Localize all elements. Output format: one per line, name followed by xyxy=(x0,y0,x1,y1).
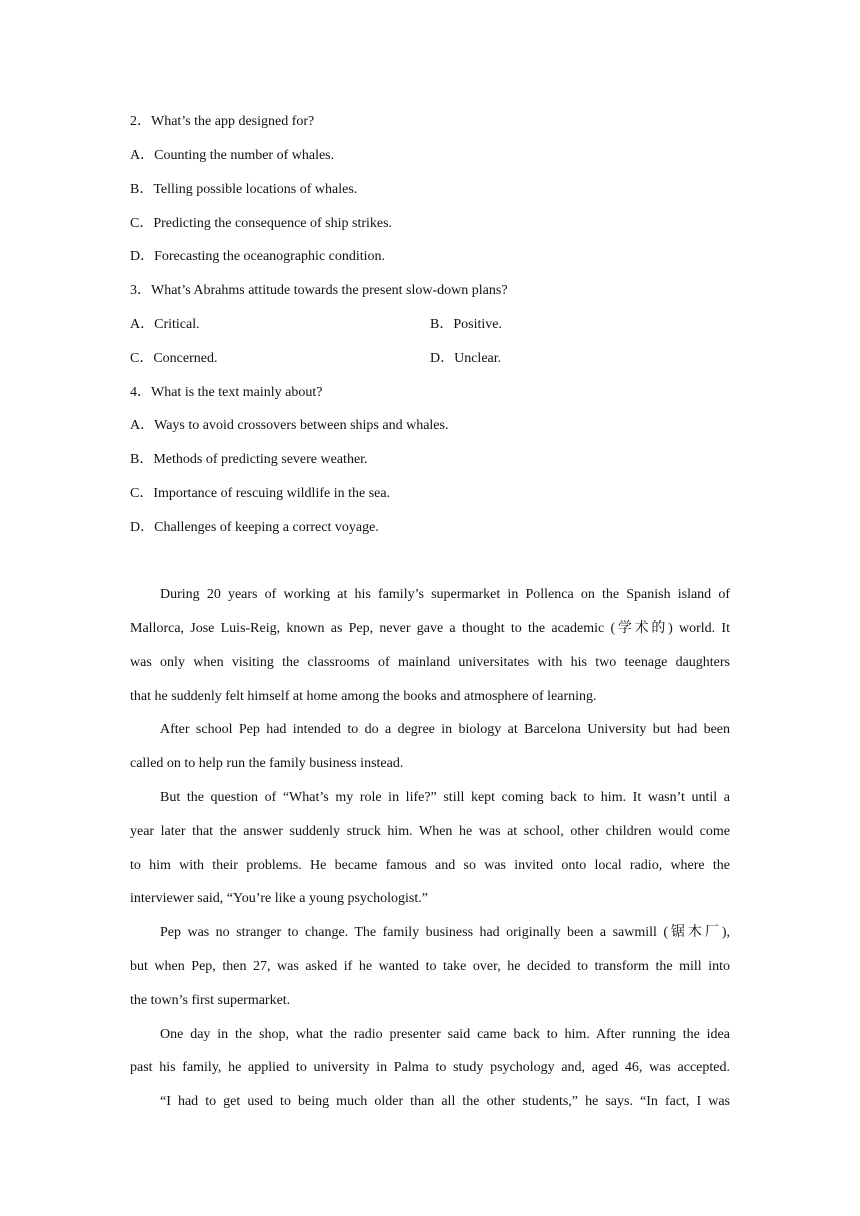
passage-p5-line: past his family, he applied to university in Palma to study psychology and, aged 46, was accepted. xyxy=(130,1060,730,1075)
passage-p3-line: to him with their problems. He became famous and so was invited onto local radio, where the xyxy=(130,858,730,873)
question-3-stem: 3．What’s Abrahms attitude towards the present slow-down plans? xyxy=(130,283,508,298)
question-2-option-c: C．Predicting the consequence of ship strikes. xyxy=(130,216,393,231)
passage-p4-line: Pep was no stranger to change. The family business had originally been a sawmill (锯木厂), xyxy=(160,925,730,940)
question-2-option-a: A．Counting the number of whales. xyxy=(130,148,335,163)
question-4-stem: 4．What is the text mainly about? xyxy=(130,385,323,400)
passage-p1-line: was only when visiting the classrooms of mainland universitates with his two teenage daughters xyxy=(130,655,730,670)
passage-p3-line: interviewer said, “You’re like a young psychologist.” xyxy=(130,891,428,906)
passage-p2-line: called on to help run the family business instead. xyxy=(130,756,404,771)
question-2-option-d: D．Forecasting the oceanographic condition. xyxy=(130,249,386,264)
question-4-option-a: A．Ways to avoid crossovers between ships and whales. xyxy=(130,418,449,433)
question-3-option-b: B．Positive. xyxy=(430,317,502,332)
passage-p4-line: but when Pep, then 27, was asked if he wanted to take over, he decided to transform the mill into xyxy=(130,959,730,974)
question-3-option-a: A．Critical. xyxy=(130,317,200,332)
passage-p5-line: One day in the shop, what the radio presenter said came back to him. After running the idea xyxy=(160,1027,730,1042)
question-4-option-d: D．Challenges of keeping a correct voyage. xyxy=(130,520,379,535)
passage-p1-line: Mallorca, Jose Luis-Reig, known as Pep, never gave a thought to the academic (学术的) world. It xyxy=(130,621,730,636)
question-4-option-b: B．Methods of predicting severe weather. xyxy=(130,452,368,467)
passage-p4-line: the town’s first supermarket. xyxy=(130,993,291,1008)
passage-p3-line: But the question of “What’s my role in life?” still kept coming back to him. It wasn’t until a xyxy=(160,790,730,805)
passage-p1-line: that he suddenly felt himself at home among the books and atmosphere of learning. xyxy=(130,689,597,704)
question-3-option-c: C．Concerned. xyxy=(130,351,218,366)
passage-p3-line: year later that the answer suddenly struck him. When he was at school, other children would come xyxy=(130,824,730,839)
passage-p2-line: After school Pep had intended to do a degree in biology at Barcelona University but had been xyxy=(160,722,730,737)
passage-p1-line: During 20 years of working at his family’s supermarket in Pollenca on the Spanish island of xyxy=(160,587,730,602)
passage-p6-line: “I had to get used to being much older than all the other students,” he says. “In fact, I was xyxy=(160,1094,730,1109)
question-2-stem: 2．What’s the app designed for? xyxy=(130,114,315,129)
question-4-option-c: C．Importance of rescuing wildlife in the sea. xyxy=(130,486,391,501)
question-2-option-b: B．Telling possible locations of whales. xyxy=(130,182,358,197)
question-3-option-d: D．Unclear. xyxy=(430,351,502,366)
